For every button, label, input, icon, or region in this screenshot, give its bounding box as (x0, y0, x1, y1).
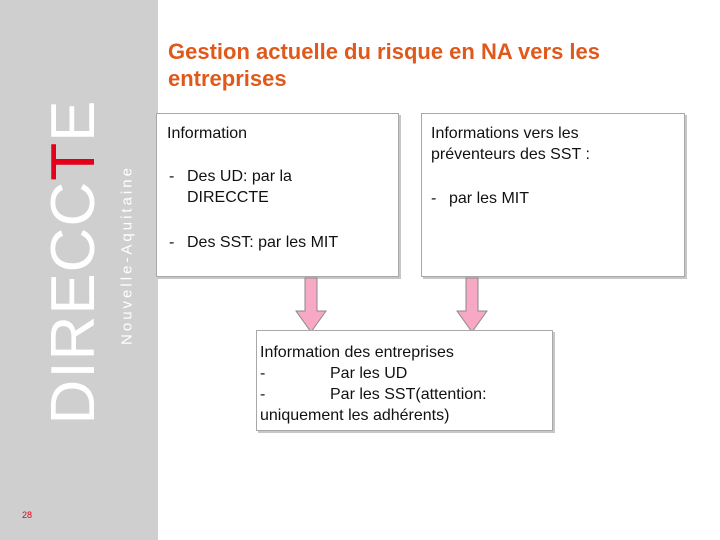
info-box-left (156, 113, 399, 277)
list-dash: - (431, 190, 437, 207)
list-dash: - (260, 365, 266, 382)
sidebar (0, 0, 158, 540)
brand-end: E (39, 99, 108, 142)
list-item-text: par les MIT (449, 190, 530, 207)
region-label: Nouvelle-Aquitaine (118, 165, 136, 345)
box-bottom-heading: Information des entreprises (260, 344, 454, 361)
down-arrow-left (295, 277, 327, 333)
list-item-text: Par les UD (330, 365, 408, 382)
list-dash: - (169, 168, 175, 185)
list-item (169, 232, 394, 253)
box-right-heading: Informations vers les préventeurs des SST : (431, 125, 590, 163)
page-number: 28 (22, 510, 33, 520)
box-left-heading: Information (167, 125, 248, 142)
list-item-text: Par les SST(attention: (330, 386, 487, 403)
list-dash: - (169, 234, 175, 251)
list-item (260, 384, 487, 405)
list-item-continuation: uniquement les adhérents) (260, 407, 450, 424)
brand-logo (39, 99, 108, 425)
list-item (169, 166, 369, 208)
list-item-text: Des UD: par la DIRECCTE (187, 168, 292, 206)
info-box-bottom (256, 330, 553, 431)
list-dash: - (260, 386, 266, 403)
brand-accent: T (39, 141, 108, 181)
list-item-text: Des SST: par les MIT (187, 234, 339, 251)
list-item (260, 363, 407, 384)
down-arrow-right (456, 277, 488, 333)
info-box-right (421, 113, 685, 277)
list-item (431, 188, 651, 209)
slide-title: Gestion actuelle du risque en NA vers les entreprises (168, 39, 600, 91)
brand-main: DIRECC (39, 180, 108, 425)
